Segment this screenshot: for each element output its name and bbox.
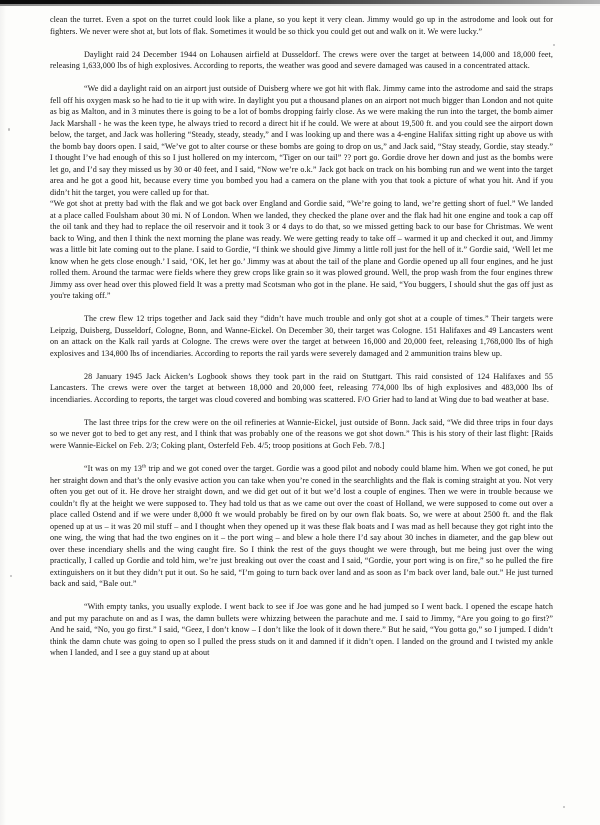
paragraph-spacer	[50, 37, 553, 49]
paragraph-1: clean the turret. Even a spot on the turret could look like a plane, so you kept it very clean. Jimmy would go up in the astrodome and look out for fighters. We never were shot at, but lots of flak. Sometimes it would be so thick you could get out and walk on it. We were lucky.”	[50, 15, 553, 36]
paragraph-spacer	[50, 72, 553, 84]
scan-edge-top-gradient	[0, 4, 600, 6]
scan-speck	[563, 806, 565, 808]
paragraph-6: 28 January 1945 Jack Aicken’s Logbook shows they took part in the raid on Stuttgart. This raid consisted of 124 Halifaxes and 55 Lancasters. The crews were over the target at between 18,000 and 20,000 feet, releasing 774,000 lbs of high explosives and 483,000 lbs of incendiaries. According to reports, the target was cloud covered and bombing was scattered. F/O Grier had to land at Wing due to bad weather at base.	[50, 371, 553, 404]
paragraph-4: “We got shot at pretty bad with the flak and we got back over England and Gordie said, “We’re going to land, we’re getting short of fuel.” We landed at a place called Foulsham about 30 mi. N of London. When we landed, they checked the plane over and the flak had hit one engine and took a cap off the oil tank and they had to replace the oil reservoir and it took 3 or 4 days to do that, so we missed getting back to our base for Christmas. We went back to Wing, and then I think the next morning the plane was ready. We were getting ready to take off – warmed it up and checked it out, and Jimmy was a little bit late coming out to the plane. I said to Gordie, “I think we should give Jimmy a little roll just for the hell of it.” Gordie said, ‘Well let me know when he gets close enough.’ I said, ‘OK, let her go.’ Jimmy was at about the tail of the plane and Gordie opened up all four engines, and he just rolled them. Around the tarmac were fields where they grew crops like grain so it was plowed ground. Well, the prop wash from the four engines threw Jimmy ass over head over this plowed field It was a pretty mad Scotsman who got in the plane. He said, “You buggers, I should shut the gas off just as you're taking off.”	[50, 199, 553, 301]
paragraph-5: The crew flew 12 trips together and Jack said they “didn’t have much trouble and only got shot at a couple of times.” Their targets were Leipzig, Duisberg, Dusseldorf, Cologne, Bonn, and Wanne-Eickel. On December 30, their target was Cologne. 151 Halifaxes and 49 Lancasters went on an attack on the Kalk rail yards at Cologne. The crews were over the target at between 16,000 and 20,000 feet, releasing 1,768,000 lbs of high explosives and 134,000 lbs of incendiaries. According to reports the rail yards were severely damaged and 2 ammunition trains blew up.	[50, 314, 553, 358]
paragraph-8: “It was on my 13th trip and we got coned over the target. Gordie was a good pilot and nobody could blame him. When we got coned, he put her straight down and that’s the only evasive action you can take when you’re coned in the searchlights and the flak is coming straight at you. Not very often you get out of it. He drove her straight down, and we did get out of it but we’d lost a couple of engines. Then we were in trouble because we couldn’t fly at the height we were supposed to. They had told us that as we came out over the coast of Holland, we were supposed to come out over a place called Ostend and if we were under 8,000 ft we would probably be fired on by our own flak boats. So, we were at about 2500 ft. and the flak opened up at us – it was 20 mil stuff – and I thought when they opened up it was these flak boats and I was mad as hell because they got right into the one wing, the wing that had the two engines on it – the port wing – and blew a hole there I’d say about 30 inches in diameter, and the gap blew out over these incendiary shells and the wing caught fire. So I think the rest of the guys thought we were through, but me being just over the wing practically, I called up Gordie and told him, we’re just breaking out over the coast and I said, “Gordie, your port wing is on fire,” so he pulled the fire extinguishers on it but they didn’t put it out. So he said, “I’m going to turn back over land and as soon as I’m back over land, bale out.” He just turned back and said, “Bale out.”	[50, 464, 554, 589]
paragraph-7: The last three trips for the crew were on the oil refineries at Wannie-Eickel, just outside of Bonn. Jack said, “We did three trips in four days so we never got to bed to get any rest, and I think that was probably one of the reasons we got shot down.” This is his story of their last flight: [Raids were Wannie-Eickel on Feb. 2/3; Coking plant, Osterfeld Feb. 4/5; troop positions at Goch Feb. 7/8.]	[50, 417, 553, 450]
paragraph-9: “With empty tanks, you usually explode. I went back to see if Joe was gone and he had jumped so I went back. I opened the escape hatch and put my parachute on and as I was, the damn bullets were whizzing between the parachute and me. I said to Jimmy, “Are you going to go first?” And he said, “No, you go first.” I said, “Geez, I don’t know – I don’t like the look of it down there.” But he said, “You gotta go,” so I jumped. I didn’t think the damn chute was going to open so I pulled the press studs on it and damned if it didn’t open. I landed on the ground and I twisted my ankle when I landed, and I see a guy stand up at about	[50, 602, 553, 658]
paragraph-spacer	[50, 359, 553, 371]
paragraph-spacer	[50, 452, 553, 464]
paragraph-2: Daylight raid 24 December 1944 on Lohausen airfield at Dusseldorf. The crews were over the target at between 14,000 and 18,000 feet, releasing 1,633,000 lbs of high explosives. According to reports, the weather was good and severe damaged was caused in a concentrated attack.	[50, 49, 553, 71]
paragraph-spacer	[50, 405, 553, 417]
paragraph-spacer	[50, 590, 553, 602]
paragraph-spacer	[50, 302, 553, 314]
document-body	[50, 14, 553, 659]
scan-speck	[553, 44, 555, 46]
scan-speck	[8, 128, 10, 131]
scan-speck	[10, 575, 12, 577]
scan-edge-left-shadow	[0, 6, 6, 825]
paragraph-3: “We did a daylight raid on an airport just outside of Duisberg where we got hit with flak. Jimmy came into the astrodome and said the straps fell off his oxygen mask so he had to tie it up with wire. In daylight you put a thousand planes on an airport not much bigger than London and not quite as big as Malton, and in 3 minutes there is going to be a lot of bombs dropping fairly close. As we were making the run into the target, the bomb aimer Jack Marshall - he was the keen type, he always tried to record a direct hit if he could. We were at about 19,500 ft. and you could see the airport down below, the target, and Jack was hollering “Steady, steady, steady,” and I was looking up and there was a 4-engine Halifax sitting right up above us with the bomb bay doors open. I said, “We’ve got to alter course or these bombs are going to drop on us,” and Jack said, “Stay steady, Gordie, stay steady.” I thought I’ve had enough of this so I just hollered on my intercom, “Tiger on our tail” ?? port go. Gordie drove her down and just as the bombs were let go, and I’d say they missed us by 30 or 40 feet, and I said, “Now we’re o.k.” Jack got back on track on his bombing run and we went into the target area and he got a good hit, because every time you bombed you had a camera on the plane with you that took a picture of what you hit. And if you didn’t hit the target, you were called up for that.	[50, 84, 553, 197]
